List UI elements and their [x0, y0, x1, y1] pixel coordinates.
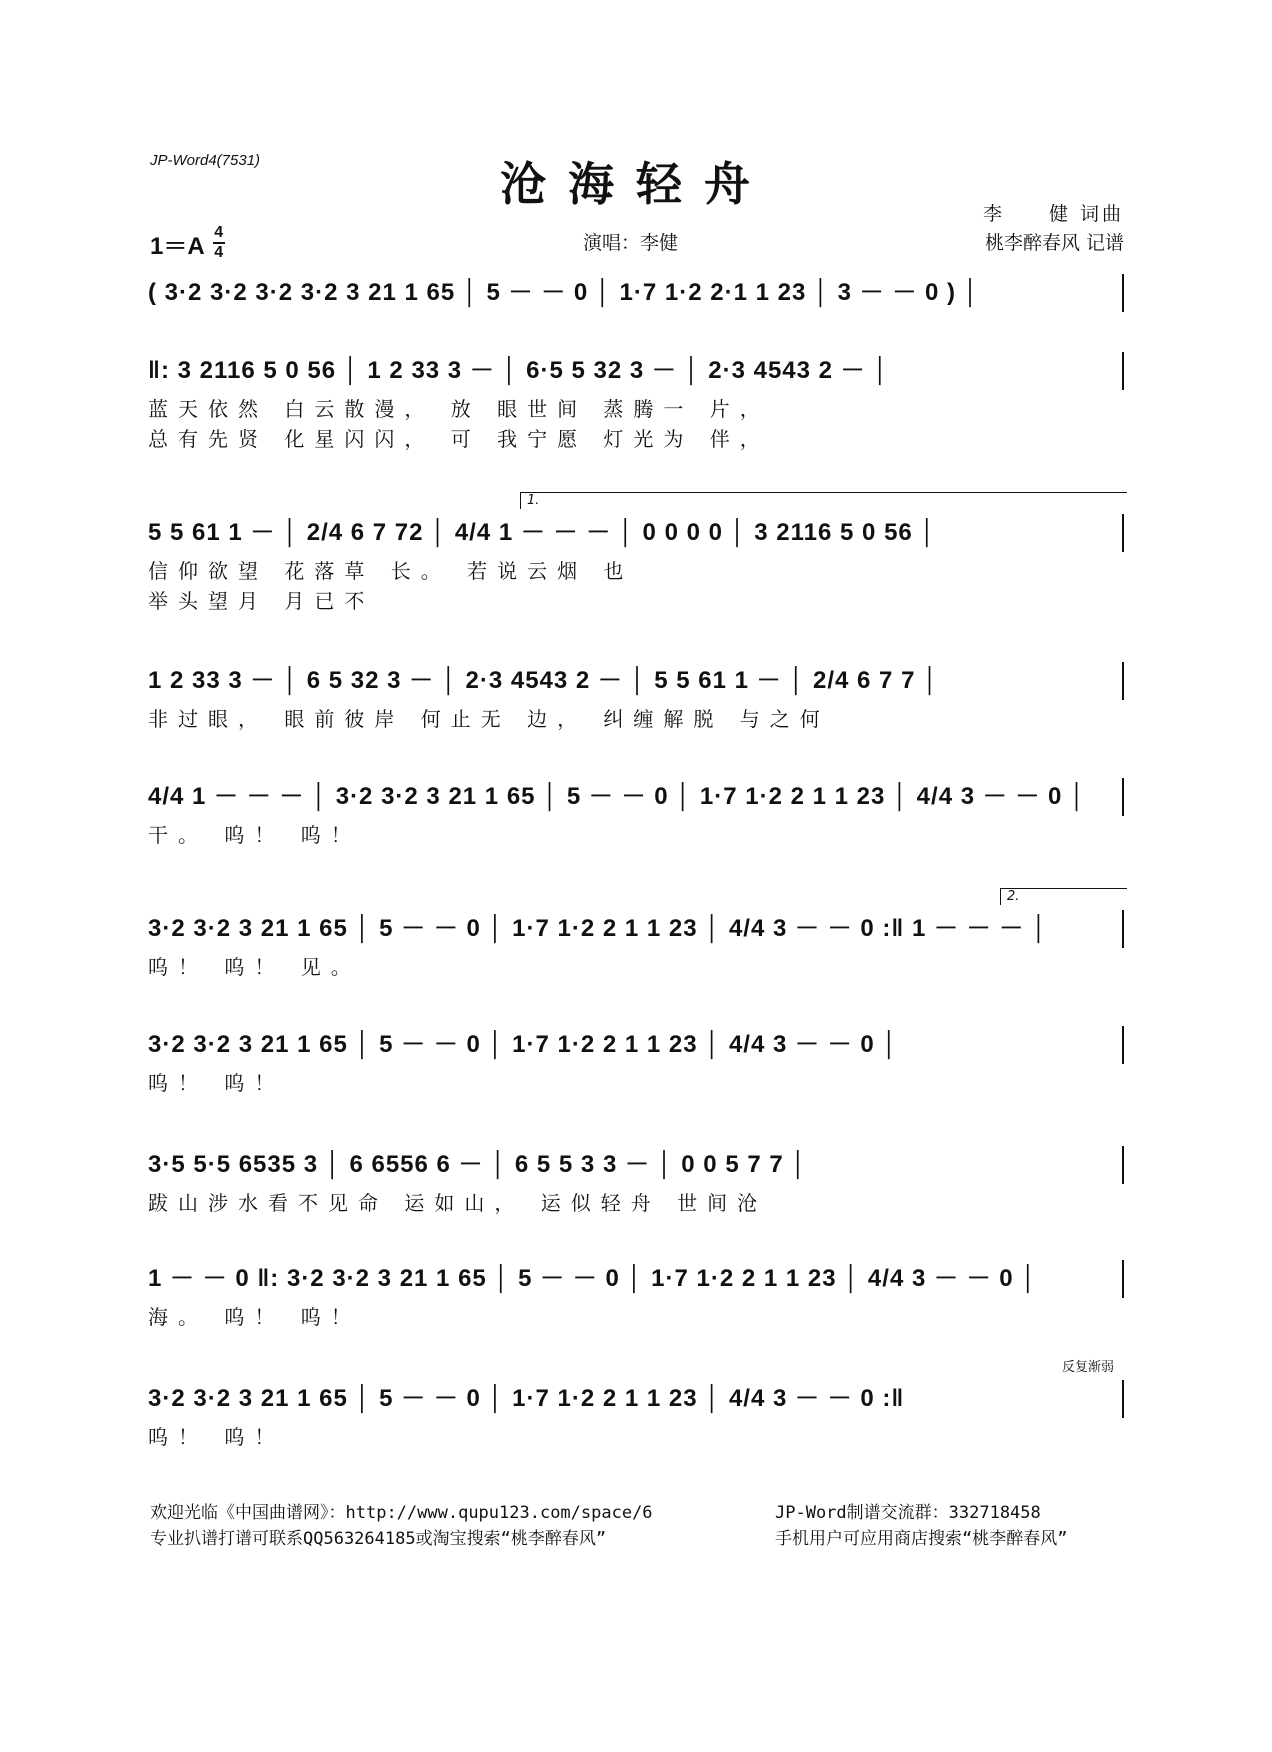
notation-line: 5 5 61 1 － │ 2/4 6 7 72 │ 4/4 1 － － － │ 0 0 0 0 │ 3 2116 5 0 56 │ — [148, 519, 937, 546]
notation-line: 3·2 3·2 3 21 1 65 │ 5 － － 0 │ 1·7 1·2 2 1 1 23 │ 4/4 3 － － 0 │ — [148, 1031, 899, 1058]
final-barline — [1122, 1380, 1124, 1418]
lyricist-composer-credit: 李 健 词曲 — [982, 203, 1124, 225]
barline — [1122, 352, 1124, 390]
key-label: 1＝A — [150, 232, 205, 260]
notation-line: 3·2 3·2 3 21 1 65 │ 5 － － 0 │ 1·7 1·2 2 1 1 23 │ 4/4 3 － － 0 :‖ 1 － － － │ — [148, 915, 1048, 942]
lyric-verse-1: 呜！ 呜！ — [148, 1071, 285, 1095]
notation-line: ‖: 3 2116 5 0 56 │ 1 2 33 3 － │ 6·5 5 32 3 － │ 2·3 4543 2 － │ — [148, 357, 890, 384]
dynamics-note: 反复渐弱 — [1061, 1360, 1114, 1375]
barline — [1122, 1146, 1124, 1184]
barline — [1122, 274, 1124, 312]
time-top: 4 — [214, 224, 224, 241]
barline — [1122, 778, 1124, 816]
notation-line: 3·2 3·2 3 21 1 65 │ 5 － － 0 │ 1·7 1·2 2 1 1 23 │ 4/4 3 － － 0 :‖ — [148, 1385, 905, 1412]
song-title: 沧海轻舟 — [500, 157, 772, 211]
lyric-verse-2: 总有先贤 化星闪闪， 可 我宁愿 灯光为 伴， — [148, 427, 770, 451]
volta-2: 2. — [1000, 888, 1127, 905]
transcriber-credit: 桃李醉春风 记谱 — [984, 232, 1124, 254]
footer-contact: 专业扒谱打谱可联系QQ563264185或淘宝搜索“桃李醉春风” — [150, 1529, 607, 1549]
software-label: JP-Word4(7531) — [150, 152, 261, 169]
lyric-verse-1: 信仰欲望 花落草 长。 若说云烟 也 — [148, 559, 634, 583]
singer-credit: 演唱：李健 — [583, 232, 679, 254]
time-bottom: 4 — [214, 244, 224, 261]
notation-line: 1 － － 0 ‖: 3·2 3·2 3 21 1 65 │ 5 － － 0 │ 1·7 1·2 2 1 1 23 │ 4/4 3 － － 0 │ — [148, 1265, 1038, 1292]
lyric-verse-1: 干。 呜！ 呜！ — [148, 823, 361, 847]
barline — [1122, 662, 1124, 700]
lyric-verse-1: 海。 呜！ 呜！ — [148, 1305, 361, 1329]
barline — [1122, 910, 1124, 948]
lyric-verse-1: 跋山涉水看不见命 运如山， 运似轻舟 世间沧 — [148, 1191, 768, 1215]
barline — [1122, 1026, 1124, 1064]
barline — [1122, 514, 1124, 552]
notation-line: 1 2 33 3 － │ 6 5 32 3 － │ 2·3 4543 2 － │ 5 5 61 1 － │ 2/4 6 7 7 │ — [148, 667, 940, 694]
lyric-verse-2: 举头望月 月已不 — [148, 589, 375, 613]
key-signature — [150, 225, 225, 261]
lyric-verse-1: 呜！ 呜！ — [148, 1425, 285, 1449]
footer-group: JP-Word制谱交流群：332718458 — [775, 1503, 1041, 1523]
lyric-verse-1: 蓝天依然 白云散漫， 放 眼世间 蒸腾一 片， — [148, 397, 770, 421]
notation-line: 4/4 1 － － － │ 3·2 3·2 3 21 1 65 │ 5 － － 0 │ 1·7 1·2 2 1 1 23 │ 4/4 3 － － 0 │ — [148, 783, 1087, 810]
lyric-verse-1: 呜！ 呜！ 见。 — [148, 955, 361, 979]
volta-1: 1. — [520, 492, 1127, 509]
footer-app: 手机用户可应用商店搜索“桃李醉春风” — [775, 1529, 1068, 1549]
time-signature — [213, 225, 225, 261]
notation-line: ( 3·2 3·2 3·2 3·2 3 21 1 65 │ 5 － － 0 │ 1·7 1·2 2·1 1 23 │ 3 － － 0 ) │ — [148, 279, 980, 306]
barline — [1122, 1260, 1124, 1298]
lyric-verse-1: 非过眼， 眼前彼岸 何止无 边， 纠缠解脱 与之何 — [148, 707, 830, 731]
footer-website: 欢迎光临《中国曲谱网》：http://www.qupu123.com/space/6 — [150, 1503, 653, 1523]
notation-line: 3·5 5·5 6535 3 │ 6 6556 6 － │ 6 5 5 3 3 － │ 0 0 5 7 7 │ — [148, 1151, 808, 1178]
